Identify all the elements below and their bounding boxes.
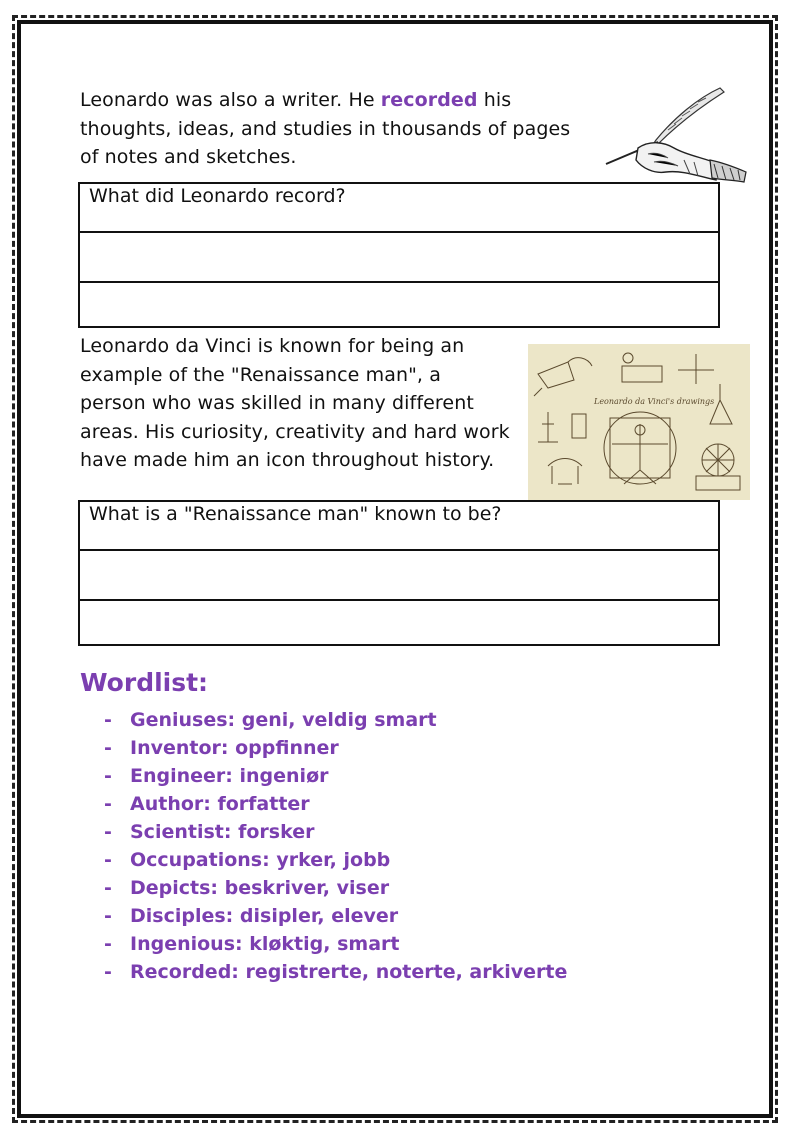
wordlist-item: - Ingenious: kløktig, smart: [104, 933, 400, 955]
answer-line-2[interactable]: [80, 283, 718, 326]
answer-line-1[interactable]: [80, 233, 718, 283]
question-row: [80, 184, 718, 233]
wordlist-item: - Recorded: registrerte, noterte, arkiverte: [104, 961, 568, 983]
question-text: What did Leonardo record?: [89, 185, 346, 207]
quill-hand-illustration: [598, 84, 750, 184]
wordlist-item: - Depicts: beskriver, viser: [104, 877, 390, 899]
renaissance-paragraph: Leonardo da Vinci is known for being an example of the "Renaissance man", a person who was skilled in many different areas. His curiosity, creativity and hard work have made him an icon throughout history.: [80, 335, 510, 471]
question-box-record: [78, 182, 720, 328]
da-vinci-drawings-image: [528, 344, 750, 500]
wordlist: [104, 706, 567, 986]
wordlist-item: - Scientist: forsker: [104, 821, 315, 843]
wordlist-item: - Disciples: disipler, elever: [104, 905, 399, 927]
question-box-renaissance: [78, 500, 720, 646]
recorded-highlight: recorded: [380, 89, 478, 111]
answer-line-1[interactable]: [80, 551, 718, 601]
wordlist-item: - Inventor: oppfinner: [104, 737, 339, 759]
wordlist-item: - Geniuses: geni, veldig smart: [104, 709, 437, 731]
image-caption: Leonardo da Vinci's drawings: [594, 397, 715, 406]
question-text: What is a "Renaissance man" known to be?: [89, 503, 502, 525]
answer-line-2[interactable]: [80, 601, 718, 644]
question-row: [80, 502, 718, 551]
wordlist-item: - Author: forfatter: [104, 793, 310, 815]
wordlist-title: Wordlist:: [80, 668, 209, 697]
wordlist-item: - Engineer: ingeniør: [104, 765, 329, 787]
wordlist-item: - Occupations: yrker, jobb: [104, 849, 391, 871]
writer-paragraph: Leonardo was also a writer. He recorded his thoughts, ideas, and studies in thousands of pages of notes and sketches.: [80, 89, 571, 168]
